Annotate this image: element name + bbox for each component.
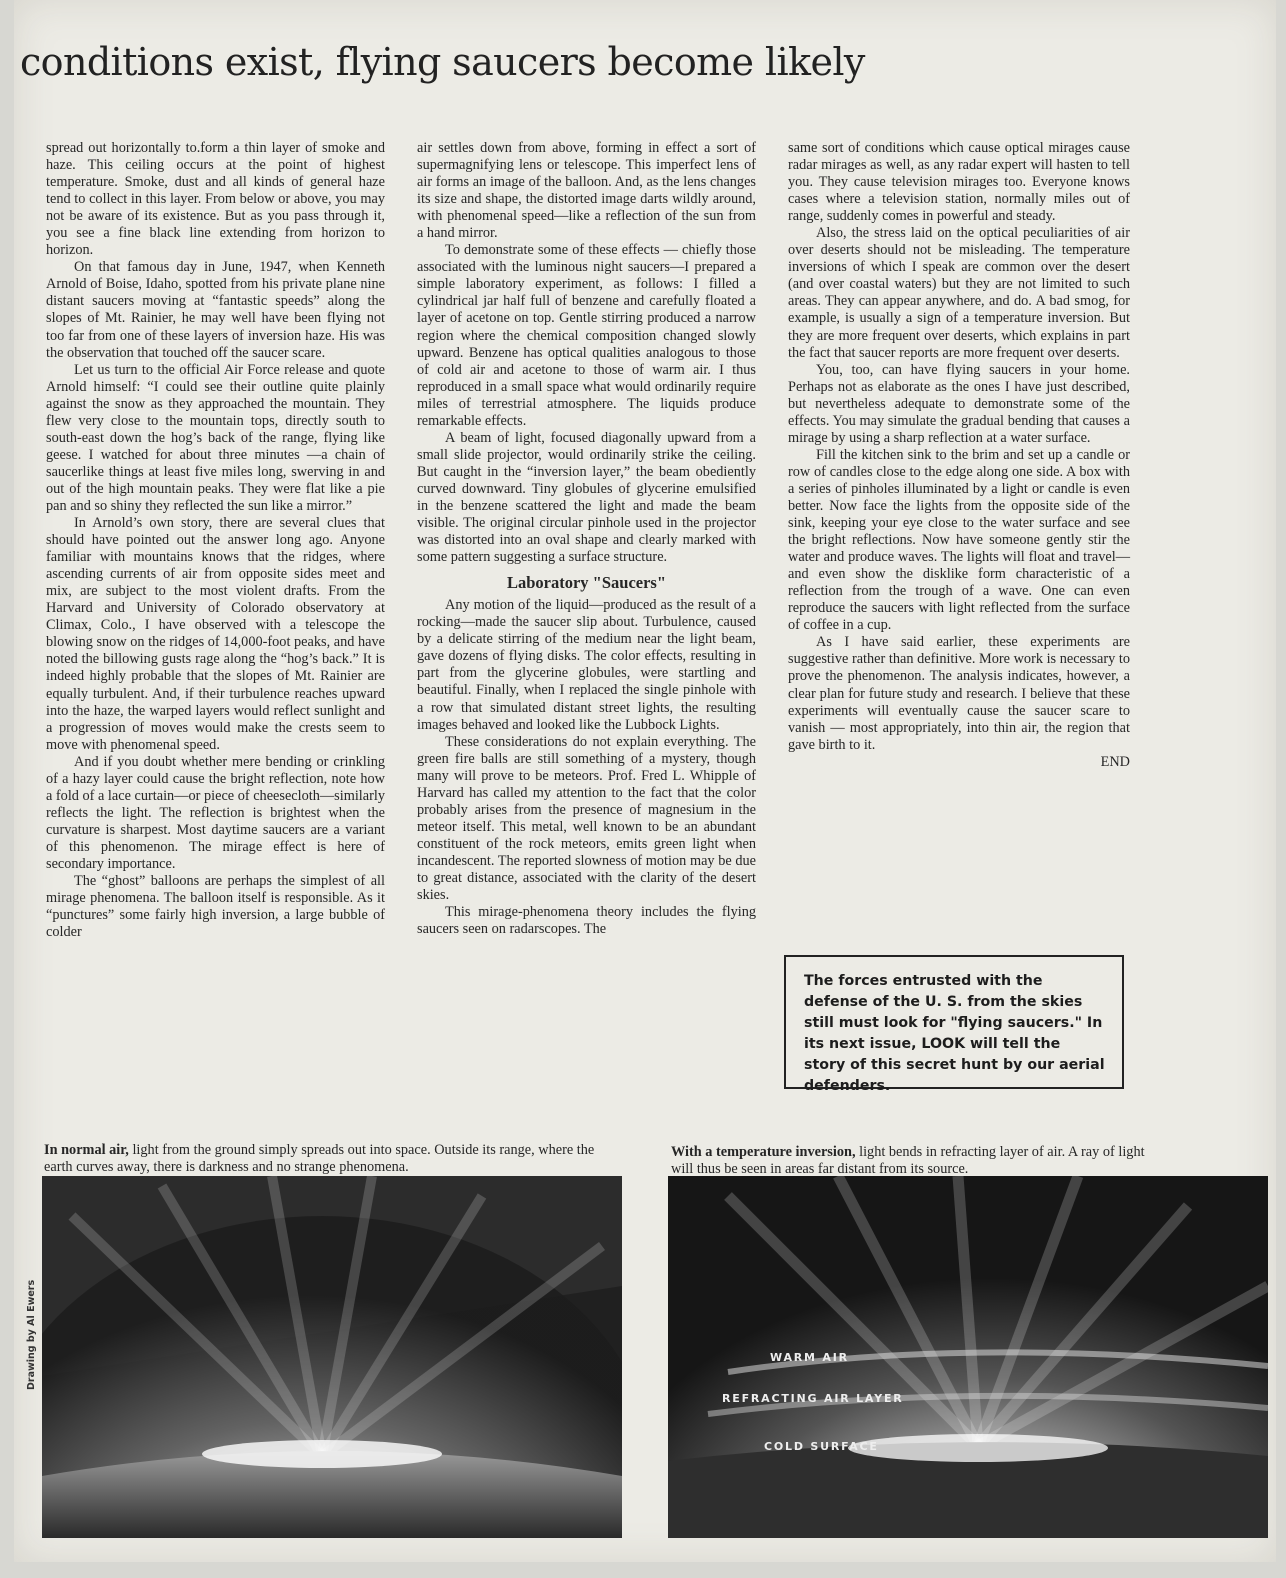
promo-box: The forces entrusted with the defense of the U. S. from the skies still must look for "flying saucers." In its next issue, LOOK will tell the story of this secret hunt by our aerial defenders.: [784, 955, 1124, 1089]
paragraph: air settles down from above, forming in effect a sort of supermagnifying lens or telescope. This imperfect lens of air forms an image of the balloon. And, as the lens changes its size and shape, the distorted image darts wildly around, with phenomenal speed—like a reflection of the sun from a hand mirror.: [417, 140, 756, 242]
paragraph: A beam of light, focused diagonally upward from a small slide projector, would ordinarily strike the ceiling. But caught in the “inversion layer,” the beam obediently curved downward. Tiny globules of glycerine emulsified in the benzene scattered the light and made the beam visible. The original circular pinhole used in the projector was distorted into an oval shape and clearly marked with some pattern suggesting a surface structure.: [417, 429, 756, 566]
illustration-temperature-inversion: [668, 1176, 1268, 1538]
paragraph: Let us turn to the official Air Force release and quote Arnold himself: “I could see their outline quite plainly against the snow as they approached the mountain. They flew very close to the mountain tops, directly south to south-east down the hog’s back of the range, flying like geese. I watched for about three minutes —a chain of saucerlike things at least five miles long, swerving in and out of the high mountain peaks. They were flat like a pie pan and so shiny they reflected the sun like a mirror.”: [46, 361, 385, 514]
caption-normal-air: [44, 1142, 624, 1175]
label-warm-air: WARM AIR: [770, 1351, 849, 1364]
caption-lead: In normal air,: [44, 1142, 129, 1158]
illustration-credit: Drawing by Al Ewers: [26, 1279, 37, 1390]
article-column-1: [46, 140, 385, 941]
paragraph: Fill the kitchen sink to the brim and set up a candle or row of candles close to the edge along one side. A box with a series of pinholes illuminated by a light or candle is even better. Now face the lights from the opposite side of the sink, keeping your eye close to the water surface and see the bright reflections. Now have someone gently stir the water and produce waves. The lights will float and travel—and even show the disklike form characteristic of a reflection from the trough of a wave. One can even reproduce the saucers with light reflected from the surface of coffee in a cup.: [788, 446, 1130, 634]
paragraph: On that famous day in June, 1947, when Kenneth Arnold of Boise, Idaho, spotted from his private plane nine distant saucers moving at “fantastic speeds” along the slopes of Mt. Rainier, he may well have been flying not too far from one of these layers of inversion haze. His was the observation that touched off the saucer scare.: [46, 259, 385, 361]
paragraph: You, too, can have flying saucers in your home. Perhaps not as elaborate as the ones I have just described, but nevertheless adequate to demonstrate some of the effects. You may simulate the gradual bending that causes a mirage by using a sharp reflection at a water surface.: [788, 361, 1130, 446]
caption-text: light from the ground simply spreads out into space. Outside its range, where the earth curves away, there is darkness and no strange phenomena.: [44, 1142, 595, 1175]
paragraph: As I have said earlier, these experiments are suggestive rather than definitive. More work is necessary to prove the phenomenon. The analysis indicates, however, a clear plan for future study and research. I believe that these experiments will eventually cause the saucer scare to vanish — most appropriately, into thin air, the region that gave birth to it.: [788, 634, 1130, 753]
paragraph: To demonstrate some of these effects — chiefly those associated with the luminous night saucers—I prepared a simple laboratory experiment, as follows: I filled a cylindrical jar half full of benzene and carefully floated a layer of acetone on top. Gentle stirring produced a narrow region where the chemical composition changed slowly upward. Benzene has optical qualities analogous to those of cold air and acetone to those of warm air. I thus reproduced in a small space what would ordinarily require miles of terrestrial atmosphere. The liquids produce remarkable effects.: [417, 242, 756, 429]
label-refracting-air-layer: REFRACTING AIR LAYER: [722, 1392, 904, 1405]
paragraph: And if you doubt whether mere bending or crinkling of a hazy layer could cause the bright reflection, note how a fold of a lace curtain—or piece of cheesecloth—similarly reflects the light. The reflection is brightest when the curvature is sharpest. Most daytime saucers are a variant of this phenomenon. The mirage effect is here of secondary importance.: [46, 753, 386, 872]
paragraph: Also, the stress laid on the optical peculiarities of air over deserts should not be misleading. The temperature inversions of which I speak are common over the desert (and over coastal waters) but they are not limited to such areas. They can appear anywhere, and do. A bad smog, for example, is usually a sign of a temperature inversion. But they are more frequent over deserts, which explains in part the fact that saucer reports are more frequent over deserts.: [788, 225, 1130, 361]
paragraph: This mirage-phenomena theory includes the flying saucers seen on radarscopes. The: [417, 904, 756, 938]
label-cold-surface: COLD SURFACE: [764, 1440, 879, 1453]
end-mark: END: [1100, 753, 1130, 770]
paragraph: Any motion of the liquid—produced as the result of a rocking—made the saucer slip about. Turbulence, caused by a delicate stirring of the medium near the light beam, gave dozens of flying disks. The color effects, resulting in part from the glycerine globules, were startling and beautiful. Finally, when I replaced the single pinhole with a row that simulated distant street lights, the resulting images behaved and looked like the Lubbock Lights.: [417, 597, 756, 733]
illustration-normal-air: [42, 1176, 622, 1538]
paragraph: The “ghost” balloons are perhaps the simplest of all mirage phenomena. The balloon itself is responsible. As it “punctures” some fairly high inversion, a large bubble of colder: [46, 873, 385, 941]
article-column-2: [417, 140, 756, 938]
section-subhead: Laboratory "Saucers": [506, 573, 666, 593]
paragraph: same sort of conditions which cause optical mirages cause radar mirages as well, as any radar expert will hasten to tell you. They cause television mirages too. Everyone knows cases where a television station, normally miles out of range, suddenly comes in powerful and steady.: [788, 140, 1130, 225]
paragraph: spread out horizontally to.form a thin layer of smoke and haze. This ceiling occurs at the point of highest temperature. Smoke, dust and all kinds of general haze tend to collect in this layer. From below or above, you may not be aware of its existence. But as you pass through it, you see a fine black line extending from horizon to horizon.: [46, 140, 385, 259]
headline: conditions exist, flying saucers become likely: [20, 40, 865, 84]
caption-text: light bends in refracting layer of air. A ray of light will thus be seen in areas far distant from its source.: [671, 1144, 1145, 1177]
article-column-3: [788, 140, 1130, 771]
paragraph: In Arnold’s own story, there are several clues that should have pointed out the answer long ago. Anyone familiar with mountains knows that the ridges, where ascending currents of air from opposite sides meet and mix, are subject to the most violent drafts. From the Harvard and University of Colorado observatory at Climax, Colo., I have observed with a telescope the blowing snow on the ridges of 14,000-foot peaks, and have noted the billowing gusts rage along the “hog’s back.” It is indeed highly probable that the slopes of Mt. Rainier are equally turbulent. And, if their turbulence reaches upward into the haze, the warped layers would reflect sunlight and a progression of moves would make the crests seem to move with phenomenal speed.: [46, 515, 385, 753]
paragraph: These considerations do not explain everything. The green fire balls are still something of a mystery, though many will prove to be meteors. Prof. Fred L. Whipple of Harvard has called my attention to the fact that the color probably arises from the presence of magnesium in the meteor itself. This metal, well known to be an abundant constituent of the rock meteors, emits green light when incandescent. The reported slowness of motion may be due to great distance, associated with the clarity of the desert skies.: [417, 733, 756, 904]
caption-inversion: [671, 1144, 1161, 1177]
caption-lead: With a temperature inversion,: [671, 1144, 856, 1160]
